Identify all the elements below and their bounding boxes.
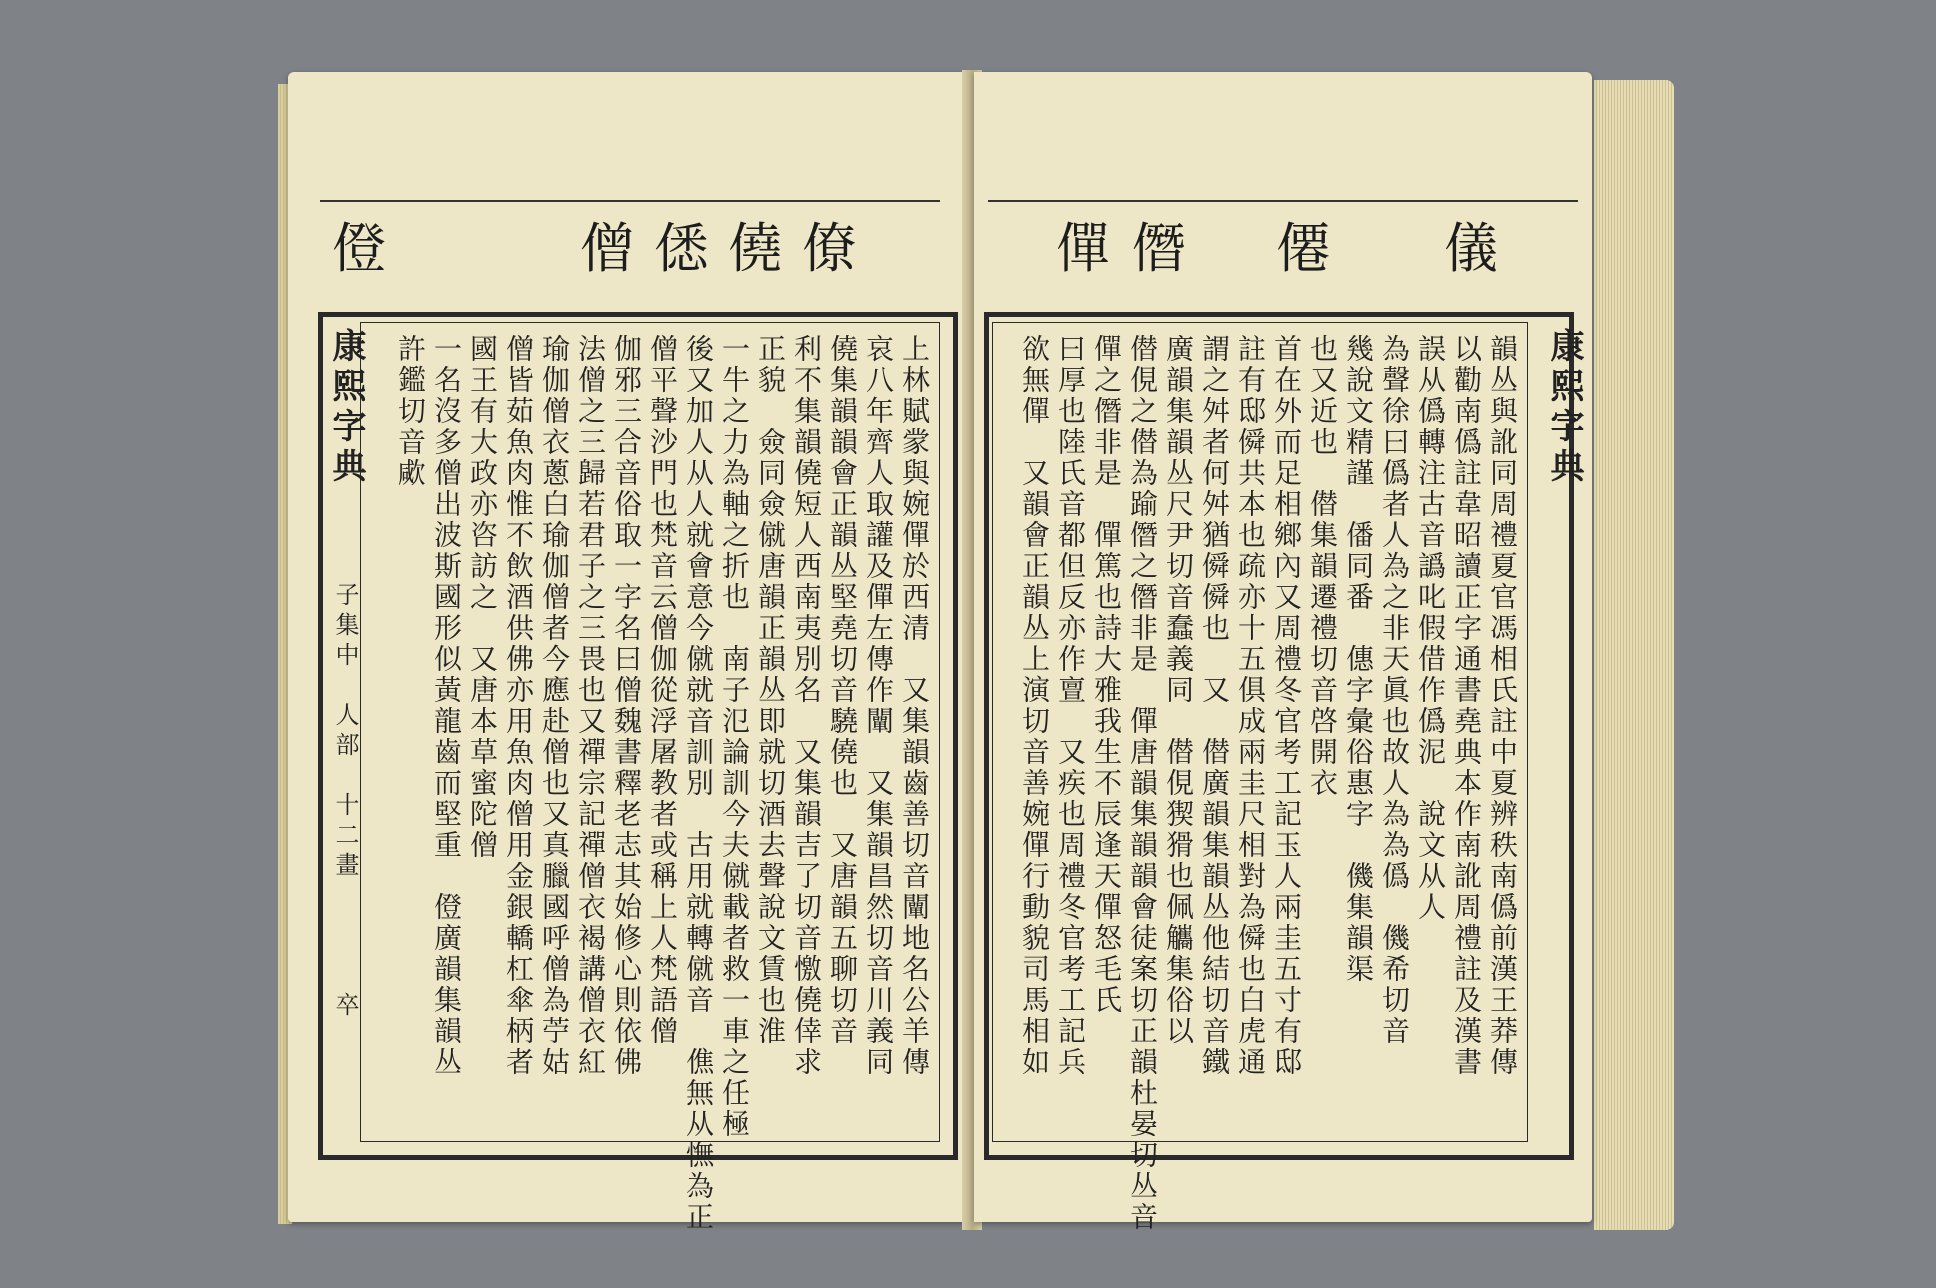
text-column: 許鑑切音㰹	[394, 334, 427, 489]
text-column: 僣俔之僣為踰僭之僭非是 僤唐韻集韻韻會徒案切正韻杜晏切丛音	[1126, 334, 1159, 1233]
text-column: 法僧之三歸若君子之三畏也又禪宗記禪僧衣褐講僧衣紅	[574, 334, 607, 1078]
page-number: 卒	[331, 992, 359, 1022]
text-column: 僤之僭非是 僤篤也詩大雅我生不辰逢天僤怒毛氏	[1090, 334, 1123, 1016]
text-column: 誤从僞轉注古音譌叱假借作僞泥 說文从人	[1414, 334, 1447, 923]
seal-head: 僧	[580, 217, 634, 280]
text-column: 也又近也 僣集韻遷禮切音啓開衣	[1306, 334, 1339, 799]
seal-head: 僜	[332, 217, 386, 280]
right-fore-edge	[1594, 80, 1674, 1230]
text-column: 上林賦䝉與婉僤於西清 又集韻齒善切音闡地名公羊傳	[898, 334, 931, 1078]
text-column: 註有邸僢共本也疏亦十五俱成兩圭尺相對為僢也白虎通	[1234, 334, 1267, 1078]
left-page	[288, 72, 968, 1233]
margin-caption: 子集中 人部 十二畫	[331, 582, 359, 882]
text-column: 僥集韻韻會正韻丛堅堯切音驍僥也 又唐韻五聊切音	[826, 334, 859, 1047]
text-column: 欲無僤 又韻會正韻丛上演切音善婉僤行動貌司馬相如	[1018, 334, 1051, 1078]
seal-head: 僭	[1132, 217, 1186, 280]
seal-head: 僚	[802, 217, 856, 280]
text-column: 哀八年齊人取讙及僤左傳作闡 又集韻昌然切音川義同	[862, 334, 895, 1078]
seal-head: 僊	[1276, 217, 1330, 280]
text-column: 曰厚也陸氏音都但反亦作亶 又疾也周禮冬官考工記兵	[1054, 334, 1087, 1078]
open-book	[282, 62, 1682, 1232]
seal-head: 僤	[1056, 217, 1110, 280]
text-column: 謂之舛者何舛猶僢僢也 又 僣廣韻集韻丛他結切音鐵	[1198, 334, 1231, 1078]
header-rule	[320, 200, 940, 202]
text-column: 廣韻集韻丛尺尹切音蠢義同 僣俔猰猾也佩觿集俗以	[1162, 334, 1195, 1047]
text-column: 國王有大政亦咨訪之 又唐本草蜜陀僧	[466, 334, 499, 861]
text-column: 為聲徐曰僞者人為之非天眞也故人為為僞 僟希切音	[1378, 334, 1411, 1047]
text-column: 一名沒多僧出波斯國形似黃龍齒而堅重 僜廣韻集韻丛	[430, 334, 463, 1078]
text-column: 利不集韻僥短人西南夷別名 又集韻吉了切音憿僥倖求	[790, 334, 823, 1078]
seal-head: 儀	[1444, 217, 1498, 280]
text-column: 正貌 僉同僉僦唐韻正韻丛即就切酒去聲說文賃也淮	[754, 334, 787, 1047]
right-page	[974, 72, 1592, 1233]
seal-head: 僥	[728, 217, 782, 280]
text-column: 幾說文精謹 僠同番 僡字彙俗惠字 僟集韻渠	[1342, 334, 1375, 985]
seal-head: 僁	[654, 217, 708, 280]
text-column: 伽邪三合音俗取一字名曰僧魏書釋老志其始修心則依佛	[610, 334, 643, 1078]
header-rule	[988, 200, 1578, 202]
text-column: 韻丛與訛同周禮夏官馮相氏註中夏辨秩南僞前漢王莽傳	[1486, 334, 1519, 1078]
text-column: 一牛之力為軸之折也 南子氾論訓今夫僦載者救一車之任極	[718, 334, 751, 1140]
text-column: 後又加人从人就會意今僦就音訓別 古用就轉僦音 僬無从憮為正	[682, 334, 715, 1233]
text-column: 以勸南僞註韋昭讀正字通書堯典本作南訛周禮註及漢書	[1450, 334, 1483, 1078]
text-column: 瑜伽僧衣蔥白瑜伽僧者今應赴僧也又真臘國呼僧為苧姑	[538, 334, 571, 1078]
text-column: 僧平聲沙門也梵音云僧伽從浮屠教者或稱上人梵語僧	[646, 334, 679, 1047]
text-column: 僧皆茹魚肉惟不飲酒供佛亦用魚肉僧用金銀轎杠傘柄者	[502, 334, 535, 1078]
running-title: 康熙字典	[326, 328, 366, 488]
text-column: 首在外而足相鄉內又周禮冬官考工記玉人兩圭五寸有邸	[1270, 334, 1303, 1078]
running-title: 康熙字典	[1544, 328, 1584, 488]
